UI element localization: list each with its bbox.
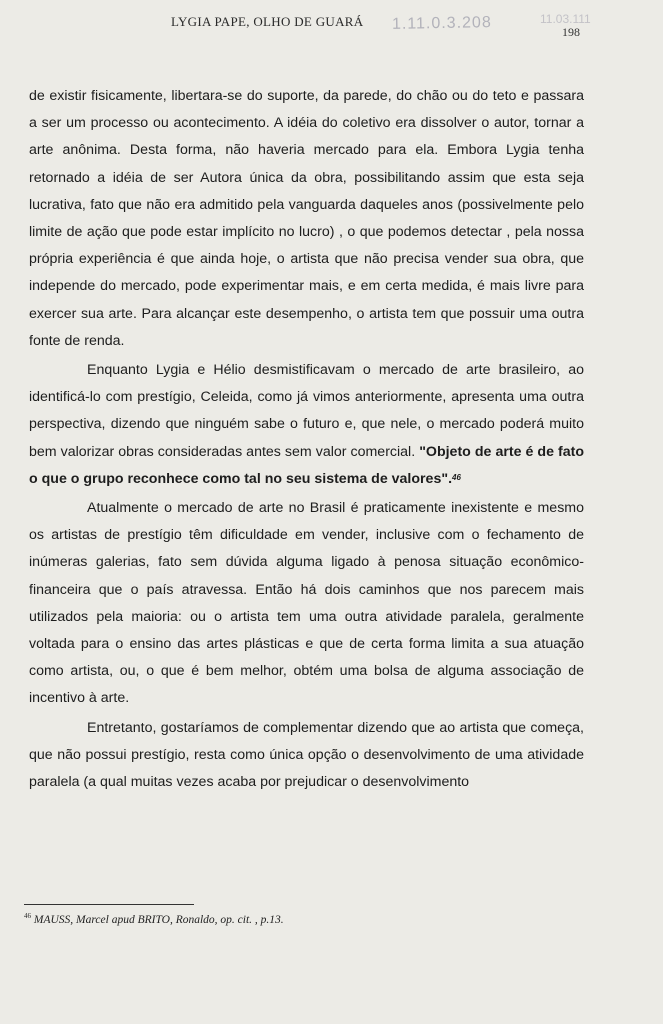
paragraph — [29, 357, 584, 493]
footnote-text: MAUSS, Marcel apud BRITO, Ronaldo, op. cit. , p.13. — [33, 913, 284, 926]
archive-stamp: 1.11.0.3.208 — [391, 14, 492, 33]
quoted-definition: "Objeto de arte é de fato o que o grupo reconhece como tal no seu sistema de valores". — [29, 443, 584, 487]
paragraph: de existir fisicamente, libertara-se do suporte, da parede, do chão ou do teto e passara a ser um processo ou acontecimento. A idéia do coletivo era dissolver o autor, tornar a arte anônima. Desta forma, não haveria mercado para ela. Embora Lygia tenha retornado a idéia de ser Autora única da obra, possibilitando assim que esta seja lucrativa, fato que não era admitido pela vanguarda daqueles anos (possivelmente pelo limite de ação que pode estar implícito no lucro) , o que podemos detectar , pela nossa própria experiência é que ainda hoje, o artista que não precisa vender sua obra, que independe do mercado, pode experimentar mais, e em certa medida, é mais livre para exercer sua arte. Para alcançar este desempenho, o artista tem que possuir uma outra fonte de renda. — [29, 88, 584, 349]
footnote-reference: 46 — [452, 472, 461, 482]
footnote-divider — [24, 904, 194, 905]
body-text — [29, 83, 584, 796]
paragraph: Entretanto, gostaríamos de complementar dizendo que ao artista que começa, que não possui prestígio, resta como única opção o desenvolvimento de uma atividade paralela (a qual muitas vezes acaba por prejudicar o desenvolvimento — [29, 719, 584, 791]
running-header — [0, 12, 663, 42]
paragraph: Atualmente o mercado de arte no Brasil é praticamente inexistente e mesmo os artistas de prestígio têm dificuldade em vender, inclusive com o fechamento de inúmeras galerias, fato sem dúvida alguma ligado à penosa situação econômico-financeira que o país atravessa. Então há dois caminhos que nos parecem mais utilizados pela maioria: ou o artista tem uma outra atividade paralela, geralmente voltada para o ensino das artes plásticas e que de certa forma limita a sua atuação como artista, ou, o que é bem melhor, obtém uma bolsa de alguma associação de incentivo à arte. — [29, 500, 584, 707]
archive-stamp-secondary: 11.03.111 — [540, 12, 591, 26]
paragraph-text: Enquanto Lygia e Hélio desmistificavam o mercado de arte brasileiro, ao identificá-lo com prestígio, Celeida, como já vimos anteriormente, apresenta uma outra perspectiva, dizendo que ninguém sabe o futuro e, que nele, o mercado poderá muito bem valorizar obras consideradas antes sem valor comercial. — [29, 362, 584, 460]
footnote-number: 46 — [24, 912, 31, 920]
page-number: 198 — [562, 25, 580, 39]
footnote — [24, 912, 624, 926]
header-title: LYGIA PAPE, OLHO DE GUARÁ — [171, 14, 364, 29]
